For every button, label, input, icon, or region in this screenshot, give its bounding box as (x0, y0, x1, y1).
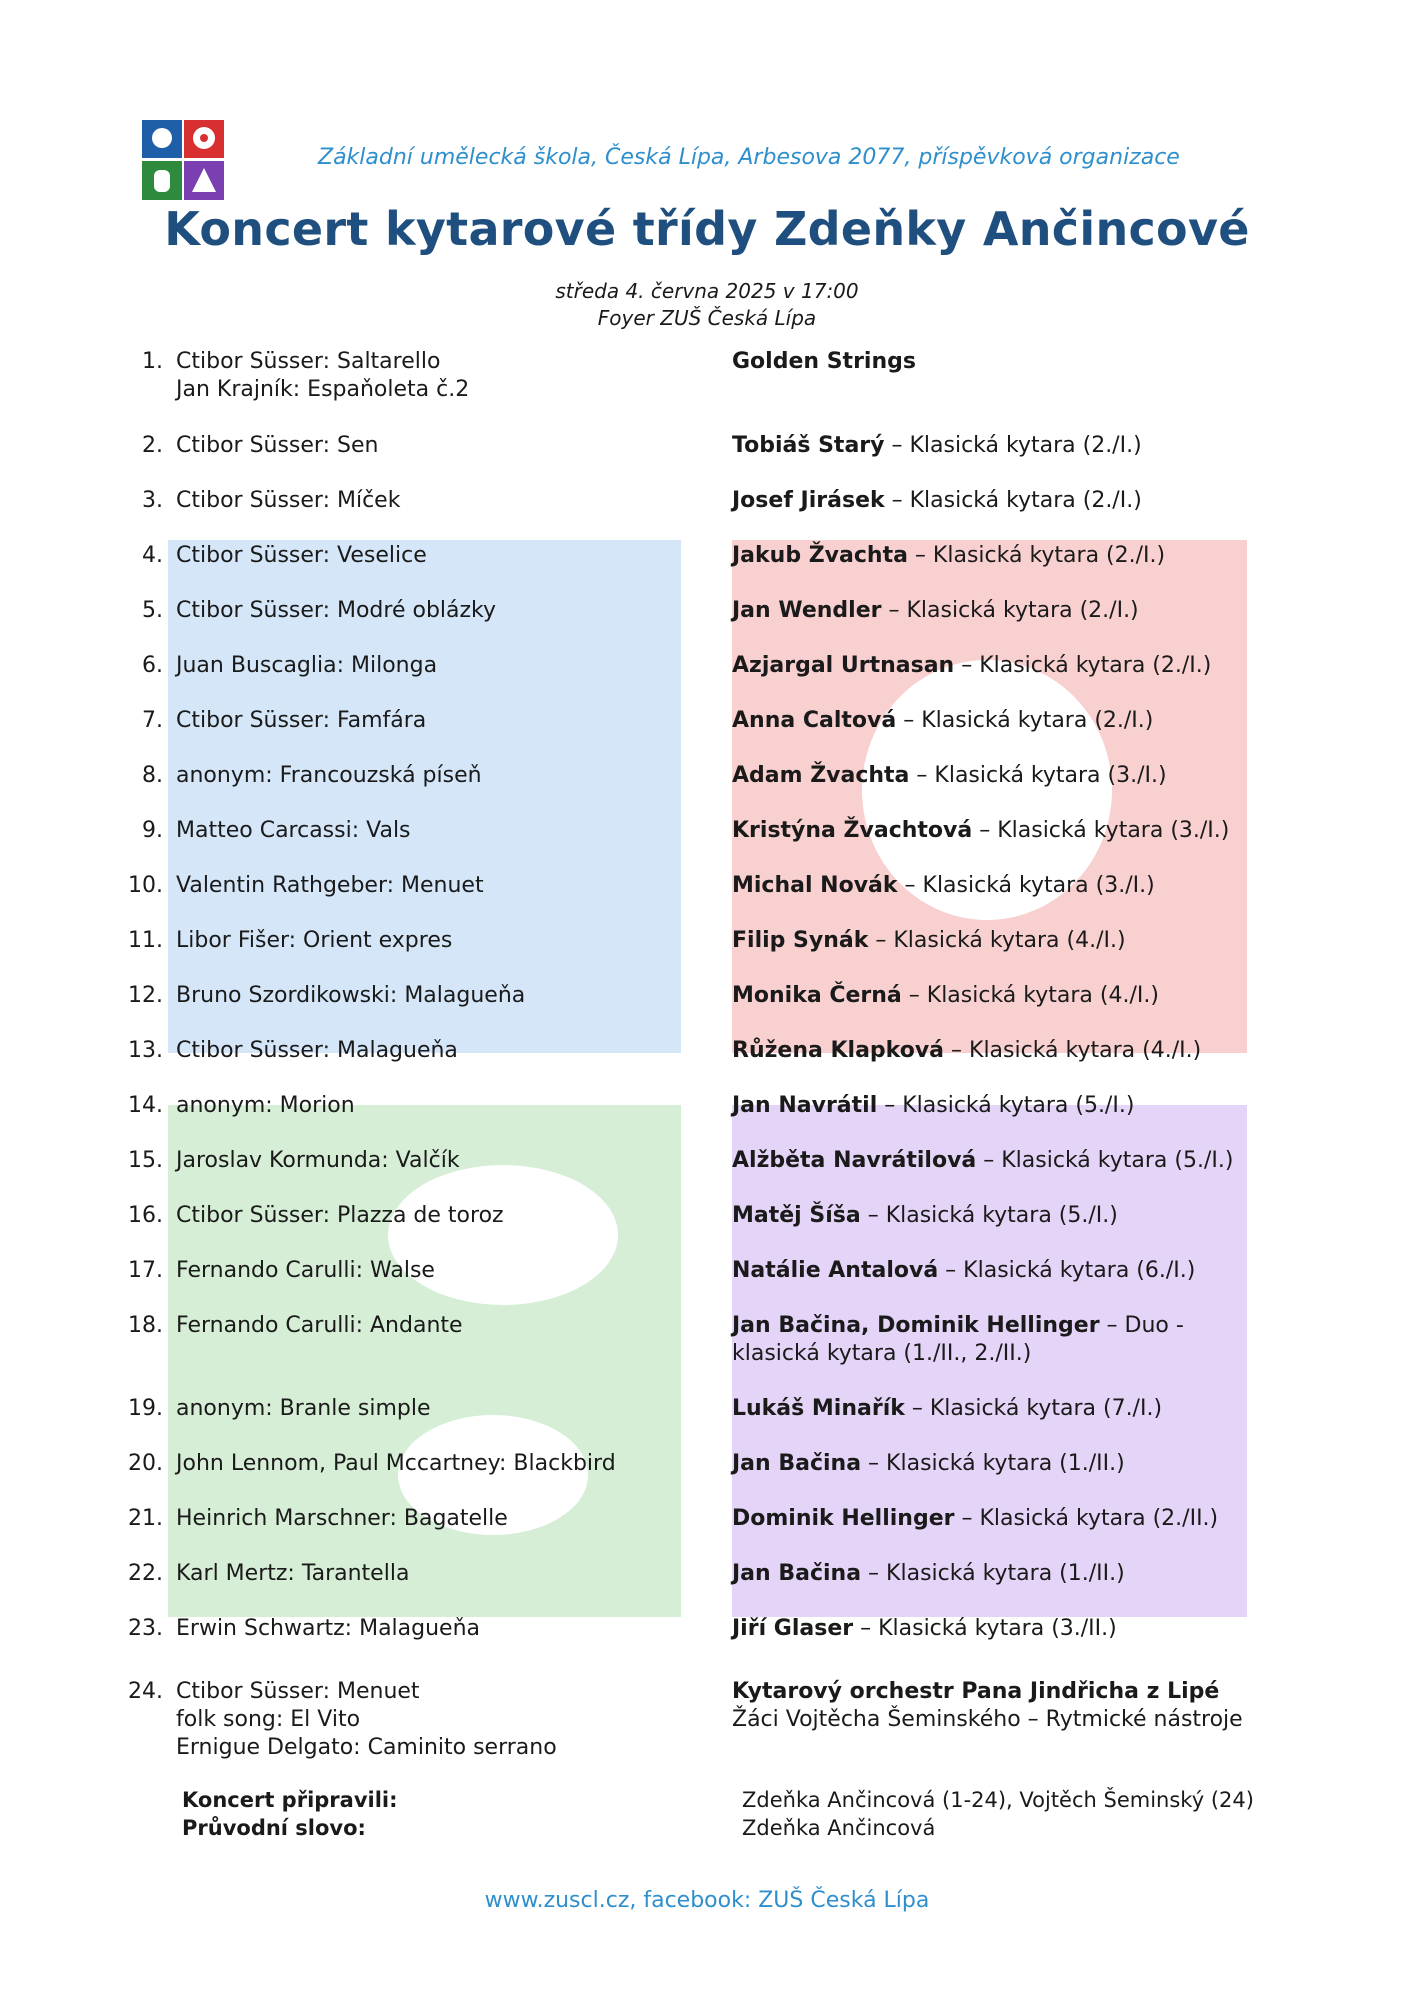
program-item-piece (176, 1092, 355, 1120)
program-item-number: 15. (128, 1148, 163, 1173)
performer-detail: – Klasická kytara (5./I.) (976, 1148, 1234, 1173)
program-item-piece (176, 1615, 480, 1643)
program-item-number: 8. (142, 763, 163, 788)
program-item-performer (732, 982, 1252, 1010)
program-item-piece (176, 487, 400, 515)
program-item-piece (176, 927, 452, 955)
program-item-number: 9. (142, 818, 163, 843)
program-item-number: 4. (142, 543, 163, 568)
program-item-number: 1. (142, 349, 163, 374)
piece-line: Fernando Carulli: Andante (176, 1313, 463, 1338)
program-item-piece (176, 542, 427, 570)
program-item-performer (732, 1615, 1252, 1643)
program-item-piece (176, 1395, 431, 1423)
performer-detail: – Klasická kytara (7./I.) (904, 1396, 1163, 1421)
program-item-number: 13. (128, 1038, 163, 1063)
performer-detail: – Klasická kytara (3./I.) (972, 818, 1230, 843)
prepared-label: Koncert připravili: (182, 1788, 398, 1812)
piece-line: Ctibor Süsser: Menuet (176, 1679, 420, 1704)
program-item-performer (732, 348, 1252, 376)
performer-detail: – Klasická kytara (2./II.) (954, 1506, 1219, 1531)
school-logo-icon (142, 120, 224, 200)
performer-detail: – Klasická kytara (3./II.) (853, 1616, 1117, 1641)
performer-name: Monika Černá (732, 983, 902, 1008)
program-item-performer (732, 927, 1252, 955)
performer-name: Jan Navrátil (732, 1093, 878, 1118)
piece-line: Matteo Carcassi: Vals (176, 818, 411, 843)
performer-name: Josef Jirásek (732, 488, 885, 513)
piece-line: Bruno Szordikowski: Malagueňa (176, 983, 526, 1008)
performer-name: Růžena Klapková (732, 1038, 945, 1063)
performer-name: Tobiáš Starý (732, 433, 885, 458)
program-item-performer (732, 1092, 1252, 1120)
performer-name: Dominik Hellinger (732, 1506, 955, 1531)
program-item-number: 21. (128, 1506, 163, 1531)
program-item-piece (176, 1037, 458, 1065)
bg-quadrant-green (168, 1105, 681, 1617)
program-item-number: 10. (128, 873, 163, 898)
piece-line: Ctibor Süsser: Famfára (176, 708, 427, 733)
program-item-performer (732, 1505, 1252, 1533)
performer-name: Jan Bačina (732, 1451, 862, 1476)
program-item-performer (732, 1257, 1252, 1285)
program-item-performer (732, 762, 1252, 790)
performer-detail: – Klasická kytara (2./I.) (884, 433, 1142, 458)
program-item-piece (176, 982, 525, 1010)
words-value: Zdeňka Ančincová (742, 1816, 936, 1840)
program-item-number: 12. (128, 983, 163, 1008)
performer-detail: – Klasická kytara (5./I.) (877, 1093, 1135, 1118)
piece-line: Erwin Schwartz: Malagueňa (176, 1616, 481, 1641)
piece-line: Jan Krajník: Espaňoleta č.2 (176, 377, 470, 402)
performer-name: Jan Bačina (732, 1561, 862, 1586)
program-item-performer (732, 872, 1252, 900)
program-item-piece (176, 348, 469, 404)
performer-detail: – Klasická kytara (5./I.) (860, 1203, 1118, 1228)
piece-line: anonym: Francouzská píseň (176, 763, 482, 788)
program-item-number: 14. (128, 1093, 163, 1118)
program-item-performer (732, 1560, 1252, 1588)
piece-line: Ctibor Süsser: Veselice (176, 543, 427, 568)
performer-name: Michal Novák (732, 873, 898, 898)
performer-extra: Žáci Vojtěcha Šeminského – Rytmické nástroje (732, 1707, 1243, 1732)
program-item-piece (176, 432, 378, 460)
program-item-number: 22. (128, 1561, 163, 1586)
performer-name: Jiří Glaser (732, 1616, 854, 1641)
program-item-number: 19. (128, 1396, 163, 1421)
program-item-number: 24. (128, 1679, 163, 1704)
program-item-number: 20. (128, 1451, 163, 1476)
piece-line: Heinrich Marschner: Bagatelle (176, 1506, 508, 1531)
performer-detail: – Klasická kytara (4./I.) (901, 983, 1159, 1008)
piece-line: anonym: Morion (176, 1093, 355, 1118)
performer-detail: – Duo - klasická kytara (1./II., 2./II.) (732, 1313, 1184, 1366)
piece-line: Ctibor Süsser: Modré oblázky (176, 598, 497, 623)
performer-name: Matěj Šíša (732, 1203, 861, 1228)
program-item-performer (732, 432, 1252, 460)
performer-detail: – Klasická kytara (1./II.) (861, 1451, 1125, 1476)
performer-name: Kristýna Žvachtová (732, 818, 973, 843)
program-item-piece (176, 1560, 409, 1588)
performer-name: Lukáš Minařík (732, 1396, 905, 1421)
performer-name: Azjargal Urtnasan (732, 653, 955, 678)
performer-detail: – Klasická kytara (4./I.) (868, 928, 1126, 953)
piece-line: folk song: El Vito (176, 1707, 361, 1732)
program-item-piece (176, 597, 496, 625)
performer-name: Jan Wendler (732, 598, 882, 623)
program-item-number: 23. (128, 1616, 163, 1641)
program-item-performer (732, 652, 1252, 680)
program-item-performer (732, 1037, 1252, 1065)
program-item-performer (732, 1147, 1252, 1175)
program-item-number: 18. (128, 1313, 163, 1338)
program-item-piece (176, 652, 437, 680)
program-item-piece (176, 1450, 616, 1478)
program-item-piece (176, 1505, 508, 1533)
program-item-number: 7. (142, 708, 163, 733)
performer-name: Jan Bačina, Dominik Hellinger (732, 1313, 1100, 1338)
prepared-value: Zdeňka Ančincová (1-24), Vojtěch Šeminský (24) (742, 1788, 1254, 1812)
program-item-number: 11. (128, 928, 163, 953)
program-item-performer (732, 542, 1252, 570)
event-date: středa 4. června 2025 v 17:00 (555, 279, 859, 303)
performer-name: Filip Synák (732, 928, 869, 953)
performer-name: Alžběta Navrátilová (732, 1148, 977, 1173)
performer-detail: – Klasická kytara (2./I.) (954, 653, 1212, 678)
program-item-performer (732, 1678, 1252, 1734)
piece-line: Ctibor Süsser: Míček (176, 488, 401, 513)
performer-detail: – Klasická kytara (1./II.) (861, 1561, 1125, 1586)
performer-name: Kytarový orchestr Pana Jindřicha z Lipé (732, 1679, 1220, 1704)
performer-name: Anna Caltová (732, 708, 897, 733)
program-item-performer (732, 1395, 1252, 1423)
performer-name: Golden Strings (732, 349, 916, 374)
performer-name: Adam Žvachta (732, 763, 910, 788)
event-venue: Foyer ZUŠ Česká Lípa (597, 306, 817, 330)
program-item-piece (176, 817, 411, 845)
program-item-performer (732, 1202, 1252, 1230)
performer-detail: – Klasická kytara (6./I.) (938, 1258, 1196, 1283)
performer-name: Jakub Žvachta (732, 543, 908, 568)
program-item-performer (732, 1312, 1252, 1368)
program-item-performer (732, 597, 1252, 625)
piece-line: Ctibor Süsser: Plazza de toroz (176, 1203, 504, 1228)
performer-detail: – Klasická kytara (3./I.) (909, 763, 1167, 788)
program-item-number: 2. (142, 433, 163, 458)
piece-line: Valentin Rathgeber: Menuet (176, 873, 484, 898)
program-item-performer (732, 817, 1252, 845)
piece-line: Ctibor Süsser: Sen (176, 433, 379, 458)
program-item-performer (732, 1450, 1252, 1478)
performer-detail: – Klasická kytara (2./I.) (907, 543, 1166, 568)
program-item-piece (176, 1678, 557, 1762)
piece-line: Fernando Carulli: Walse (176, 1258, 435, 1283)
piece-line: Ernigue Delgato: Caminito serrano (176, 1735, 557, 1760)
piece-line: Karl Mertz: Tarantella (176, 1561, 410, 1586)
event-info (0, 278, 1414, 332)
performer-name: Natálie Antalová (732, 1258, 939, 1283)
program-item-number: 3. (142, 488, 163, 513)
words-label: Průvodní slovo: (182, 1816, 366, 1840)
performer-detail: – Klasická kytara (2./I.) (881, 598, 1139, 623)
piece-line: Juan Buscaglia: Milonga (176, 653, 438, 678)
school-name: Základní umělecká škola, Česká Lípa, Arbesova 2077, příspěvková organizace (318, 145, 1180, 170)
program-item-piece (176, 762, 482, 790)
program-item-piece (176, 707, 426, 735)
piece-line: Ctibor Süsser: Saltarello (176, 349, 441, 374)
program-item-piece (176, 1312, 463, 1340)
program-item-number: 17. (128, 1258, 163, 1283)
performer-detail: – Klasická kytara (4./I.) (944, 1038, 1202, 1063)
program-item-piece (176, 1147, 460, 1175)
piece-line: John Lennom, Paul Mccartney: Blackbird (176, 1451, 616, 1476)
piece-line: Ctibor Süsser: Malagueňa (176, 1038, 458, 1063)
piece-line: Jaroslav Kormunda: Valčík (176, 1148, 460, 1173)
piece-line: Libor Fišer: Orient expres (176, 928, 453, 953)
website-link[interactable]: www.zuscl.cz, facebook: ZUŠ Česká Lípa (484, 1888, 930, 1913)
program-item-number: 16. (128, 1203, 163, 1228)
program-item-performer (732, 487, 1252, 515)
program-item-number: 6. (142, 653, 163, 678)
performer-detail: – Klasická kytara (2./I.) (896, 708, 1154, 733)
program-item-piece (176, 1202, 504, 1230)
program-item-piece (176, 1257, 435, 1285)
performer-detail: – Klasická kytara (2./I.) (884, 488, 1142, 513)
program-item-performer (732, 707, 1252, 735)
program-item-number: 5. (142, 598, 163, 623)
program-item-piece (176, 872, 484, 900)
performer-detail: – Klasická kytara (3./I.) (897, 873, 1155, 898)
piece-line: anonym: Branle simple (176, 1396, 431, 1421)
page-title: Koncert kytarové třídy Zdeňky Ančincové (164, 202, 1250, 256)
